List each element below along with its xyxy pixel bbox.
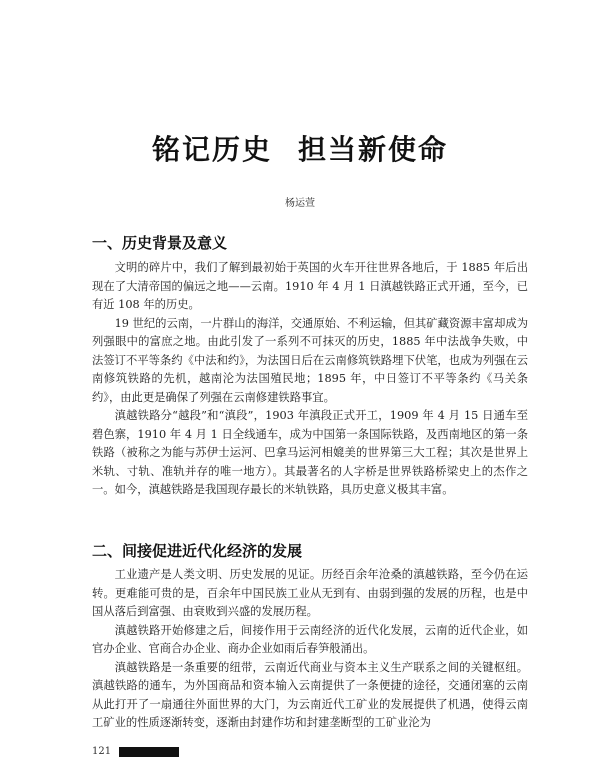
page-number: 121 <box>92 746 112 757</box>
paragraph: 工业遗产是人类文明、历史发展的见证。历经百余年沧桑的滇越铁路，至今仍在运转。更难能可贵的是，百余年中国民族工业从无到有、由弱到强的发展的历程，也是中国从落后到富强、由衰败到兴盛的发展历程。 <box>92 568 528 618</box>
paragraph: 滇越铁路开始修建之后，间接作用于云南经济的近代化发展，云南的近代企业，如官办企业、官商合办企业、商办企业如雨后春笋般涌出。 <box>92 623 528 655</box>
section-heading: 一、历史背景及意义 <box>92 234 228 252</box>
footer-bar <box>119 747 179 757</box>
paragraph: 滇越铁路是一条重要的纽带，云南近代商业与资本主义生产联系之间的关键枢纽。滇越铁路的通车，为外国商品和资本输入云南提供了一条便捷的途径，交通闭塞的云南从此打开了一扇通往外面世界的大门，为云南近代工矿业的发展提供了机遇，使得云南工矿业的性质逐渐转变，逐渐由封建作坊和封建垄断型的工矿业沦为 <box>92 660 528 729</box>
article-author: 杨运萱 <box>285 198 315 209</box>
section-body <box>92 259 528 500</box>
article-title <box>0 128 600 168</box>
section-heading: 二、间接促进近代化经济的发展 <box>92 542 303 560</box>
paragraph: 滇越铁路分“越段”和“滇段”，1903 年滇段正式开工，1909 年 4 月 15 日通车至碧色寨，1910 年 4 月 1 日全线通车，成为中国第一条国际铁路，及西南地区的第一条铁路（被称之为能与苏伊士运河、巴拿马运河相媲美的世界第三大工程；其次是世界上米轨、寸轨、准轨并存的唯一地方）。其最著名的人字桥是世界铁路桥梁史上的杰作之一。如今，滇越铁路是我国现存最长的米轨铁路，具历史意义极其丰富。 <box>92 409 528 496</box>
section-body <box>92 566 528 733</box>
paragraph: 文明的碎片中，我们了解到最初始于英国的火车开往世界各地后，于 1885 年后出现在了大清帝国的偏远之地——云南。1910 年 4 月 1 日滇越铁路正式开通，至今，已有近 108 年的历史。 <box>92 261 528 311</box>
article-title-part2: 担当新使命 <box>298 133 449 166</box>
paragraph: 19 世纪的云南，一片群山的海洋，交通原始、不利运输，但其矿藏资源丰富却成为列强眼中的富庶之地。由此引发了一系列不可抹灭的历史，1885 年中法战争失败，中法签订不平等条约《中法和约》，为法国日后在云南修筑铁路埋下伏笔，也成为列强在云南修筑铁路的先机，越南沦为法国殖民地；1895 年，中日签订不平等条约《马关条约》，由此更是确保了列强在云南修建铁路事宜。 <box>92 316 528 404</box>
article-title-part1: 铭记历史 <box>151 133 272 166</box>
